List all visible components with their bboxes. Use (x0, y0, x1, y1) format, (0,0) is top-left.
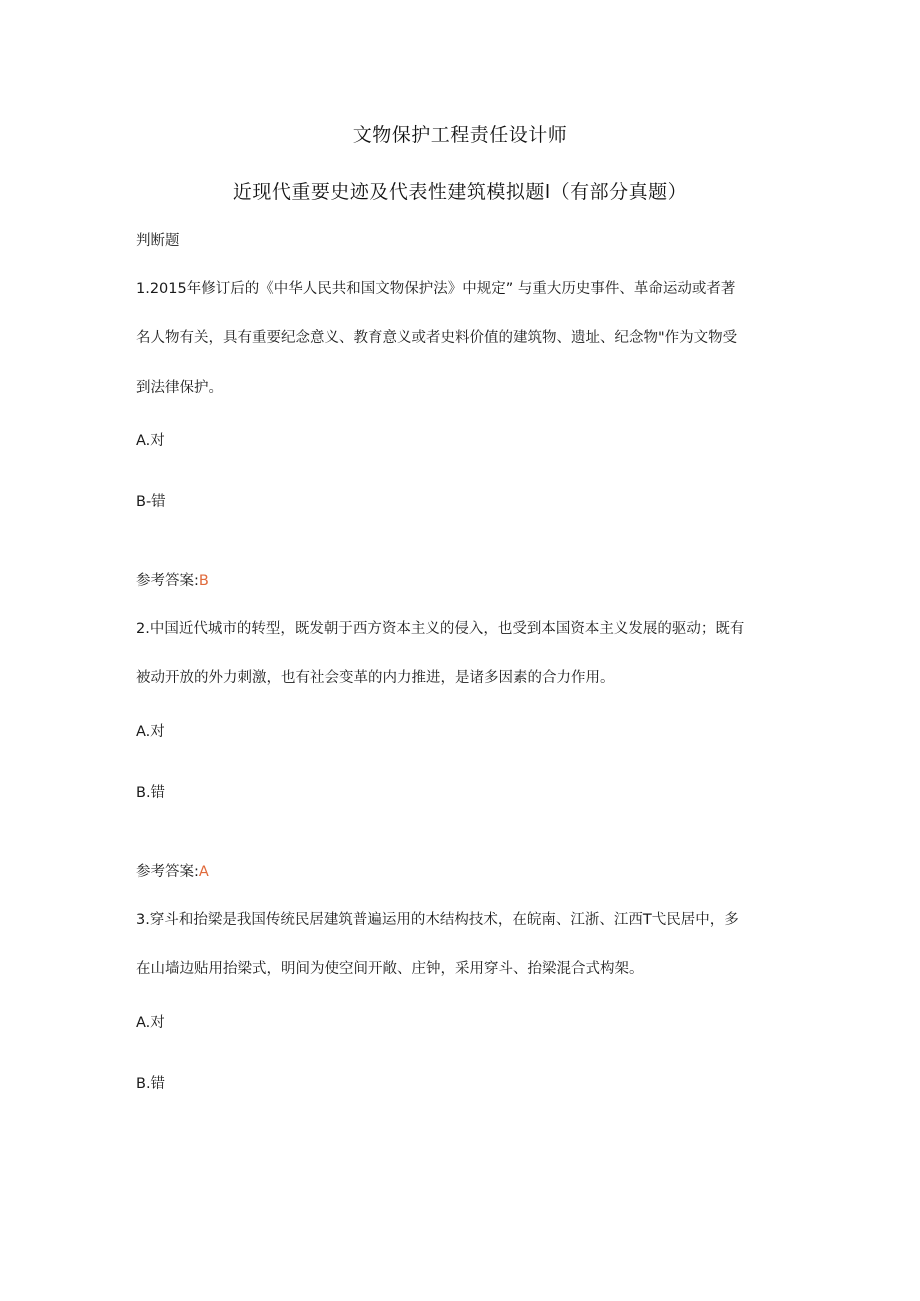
question-2-answer (136, 860, 209, 881)
answer-value: A (198, 864, 209, 880)
question-2-option-a: A.对 (136, 724, 165, 740)
question-2-option-b: B.错 (136, 785, 166, 801)
question-3-option-b: B.错 (136, 1076, 166, 1092)
section-label: 判断题 (136, 233, 180, 249)
question-2-line-1: 2.中国近代城市的转型，既发朝于西方资本主义的侵入，也受到本国资本主义发展的驱动；既有 (136, 621, 745, 637)
question-1-option-b: B-错 (136, 494, 166, 510)
document-subtitle: 近现代重要史迹及代表性建筑模拟题l（有部分真题） (232, 181, 688, 203)
question-1-line-2: 名人物有关，具有重要纪念意义、教育意义或者史料价值的建筑物、遗址、纪念物"作为文物受 (136, 330, 738, 346)
answer-prefix: 参考答案: (136, 864, 199, 880)
question-1-option-a: A.对 (136, 433, 165, 449)
question-3-line-1: 3.穿斗和抬梁是我国传统民居建筑普遍运用的木结构技术，在皖南、江浙、江西T弋民居中，多 (136, 912, 739, 928)
question-3-option-a: A.对 (136, 1015, 165, 1031)
question-1-line-3: 到法律保护。 (136, 380, 223, 396)
answer-value: B (198, 573, 209, 589)
question-1-answer (136, 569, 209, 590)
question-1-line-1: 1.2015年修订后的《中华人民共和国文物保护法》中规定” 与重大历史事件、革命运动或者著 (136, 281, 736, 297)
question-2-line-2: 被动开放的外力刺激，也有社会变革的内力推进，是诸多因素的合力作用。 (136, 670, 615, 686)
question-3-line-2: 在山墙边贴用抬梁式，明间为使空间开敞、庄钟，采用穿斗、抬梁混合式构架。 (136, 961, 644, 977)
document-title: 文物保护工程责任设计师 (352, 124, 568, 146)
answer-prefix: 参考答案: (136, 573, 199, 589)
